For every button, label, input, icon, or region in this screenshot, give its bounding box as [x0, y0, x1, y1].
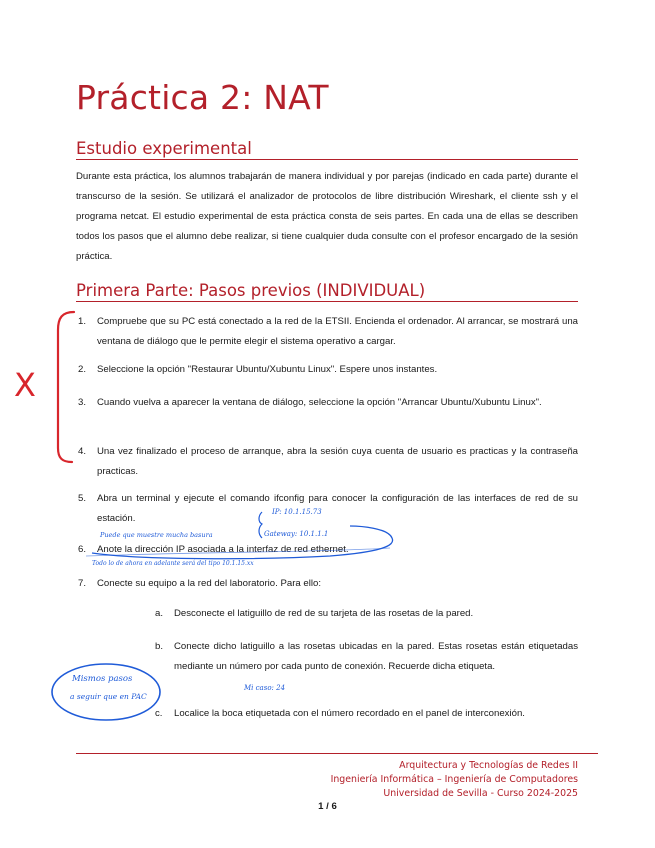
- step-number: 4.: [78, 446, 87, 457]
- substep-text: Desconecte el latiguillo de red de su tarjeta de las rosetas de la pared.: [174, 608, 474, 619]
- substep-letter: c.: [155, 708, 163, 719]
- substep-text: Conecte dicho latiguillo a las rosetas ubicadas en la pared. Estas rosetas están etiquetadas mediante un número por cada punto de conexión. Recuerde dicha etiqueta.: [174, 641, 578, 672]
- ip-note: IP: 10.1.15.73: [272, 508, 322, 516]
- intro-text: Durante esta práctica, los alumnos trabajarán de manera individual y por parejas (indicado en cada parte) durante el transcurso de la sesión. Se utilizará el analizador de protocolos de libre distribución Wireshark, el cliente ssh y el programa netcat. El estudio experimental de esta práctica consta de seis partes. En cada una de ellas se describen todos los pasos que el alumno debe realizar, si tiene cualquier duda consulte con el profesor encargado de la sesión práctica.: [76, 171, 578, 262]
- cross-mark: X: [14, 366, 36, 404]
- footer-degree: Ingeniería Informática – Ingeniería de Computadores: [330, 774, 578, 785]
- below-note: Todo lo de ahora en adelante será del tipo 10.1.15.xx: [92, 560, 254, 567]
- footer-rule: [76, 753, 598, 754]
- substep-letter: b.: [155, 641, 164, 652]
- left-note: Puede que muestre mucha basura: [100, 531, 213, 539]
- step-number: 6.: [78, 544, 87, 555]
- step-text: Anote la dirección IP asociada a la interfaz de red ethernet.: [97, 544, 349, 555]
- gateway-note: Gateway: 10.1.1.1: [264, 530, 329, 538]
- footer-course: Arquitectura y Tecnologías de Redes II: [399, 760, 578, 771]
- step-text: Cuando vuelva a aparecer la ventana de diálogo, seleccione la opción "Arrancar Ubuntu/Xubuntu Linux".: [97, 397, 542, 408]
- step-text: Conecte su equipo a la red del laboratorio. Para ello:: [97, 578, 321, 589]
- step-number: 3.: [78, 397, 87, 408]
- page-title: Práctica 2: NAT: [76, 78, 329, 117]
- step-number: 7.: [78, 578, 87, 589]
- bubble-line-2: a seguir que en PAC: [70, 692, 147, 701]
- substep-text: Localice la boca etiquetada con el número recordado en el panel de interconexión.: [174, 708, 525, 719]
- section-heading-primera-parte: Primera Parte: Pasos previos (INDIVIDUAL): [76, 281, 426, 300]
- step-text: Compruebe que su PC está conectado a la red de la ETSII. Encienda el ordenador. Al arrancar, se mostrará una ventana de diálogo que le permite elegir el sistema operativo a cargar.: [97, 316, 578, 347]
- bubble-line-1: Mismos pasos: [72, 674, 133, 684]
- step-text: Abra un terminal y ejecute el comando ifconfig para conocer la configuración de las interfaces de red de su estación.: [97, 493, 578, 524]
- step-number: 2.: [78, 364, 87, 375]
- red-bracket: [58, 312, 74, 462]
- substep-letter: a.: [155, 608, 164, 619]
- step-text: Seleccione la opción "Restaurar Ubuntu/Xubuntu Linux". Espere unos instantes.: [97, 364, 438, 375]
- step-number: 5.: [78, 493, 87, 504]
- step-number: 1.: [78, 316, 87, 327]
- ip-brace: [259, 512, 262, 538]
- section-heading-estudio: Estudio experimental: [76, 139, 252, 158]
- page-number: 1 / 6: [318, 801, 337, 812]
- footer-university: Universidad de Sevilla - Curso 2024-2025: [383, 788, 578, 799]
- step-text: Una vez finalizado el proceso de arranque, abra la sesión cuya cuenta de usuario es practicas y la contraseña practicas.: [97, 446, 578, 477]
- case-note: Mi caso: 24: [244, 684, 286, 692]
